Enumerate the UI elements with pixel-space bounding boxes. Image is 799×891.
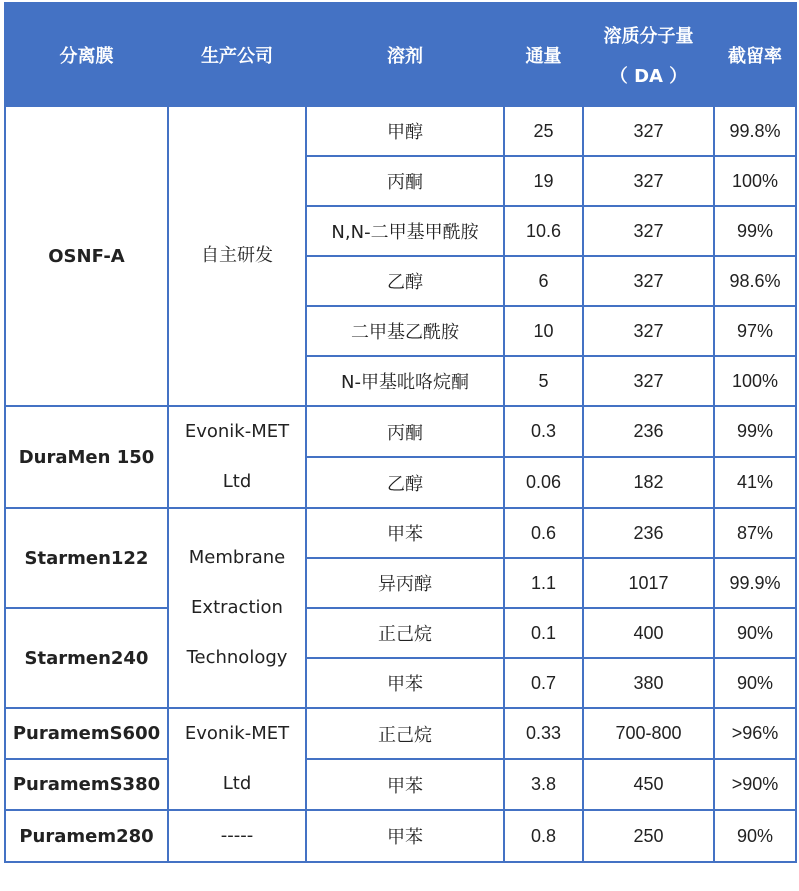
solvent-cell: 丙酮	[306, 156, 504, 206]
header-mwco-line1: 溶质分子量	[603, 25, 694, 47]
rejection-cell: 99%	[714, 406, 796, 457]
rejection-cell: 98.6%	[714, 256, 796, 306]
molecular-weight-cell: 182	[583, 457, 714, 508]
flux-cell: 0.8	[504, 810, 583, 862]
solvent-cell: N-甲基吡咯烷酮	[306, 356, 504, 406]
flux-cell: 0.1	[504, 608, 583, 658]
company-cell	[168, 708, 306, 810]
table-row	[5, 708, 796, 759]
header-flux: 通量	[504, 3, 583, 106]
solvent-cell: 甲苯	[306, 658, 504, 708]
flux-cell: 0.7	[504, 658, 583, 708]
molecular-weight-cell: 327	[583, 356, 714, 406]
company-line: Evonik-MET	[184, 421, 290, 442]
company-cell	[168, 508, 306, 708]
rejection-cell: >90%	[714, 759, 796, 810]
company-line: Ltd	[222, 773, 252, 794]
molecular-weight-cell: 236	[583, 406, 714, 457]
molecular-weight-cell: 327	[583, 106, 714, 156]
solvent-cell: 异丙醇	[306, 558, 504, 608]
rejection-cell: 99.8%	[714, 106, 796, 156]
company-line: Evonik-MET	[184, 723, 290, 744]
company-cell	[168, 810, 306, 862]
rejection-cell: 90%	[714, 608, 796, 658]
molecular-weight-cell: 250	[583, 810, 714, 862]
rejection-cell: 41%	[714, 457, 796, 508]
molecular-weight-cell: 327	[583, 306, 714, 356]
company-line: -----	[220, 825, 254, 846]
membrane-name-cell: PuramemS600	[5, 708, 168, 759]
molecular-weight-cell: 327	[583, 156, 714, 206]
company-line: Membrane	[188, 547, 286, 568]
flux-cell: 0.33	[504, 708, 583, 759]
rejection-cell: 87%	[714, 508, 796, 558]
company-line: Technology	[186, 647, 288, 668]
rejection-cell: 100%	[714, 156, 796, 206]
flux-cell: 0.06	[504, 457, 583, 508]
membrane-table	[4, 2, 797, 863]
solvent-cell: N,N-二甲基甲酰胺	[306, 206, 504, 256]
molecular-weight-cell: 450	[583, 759, 714, 810]
molecular-weight-cell: 400	[583, 608, 714, 658]
header-membrane: 分离膜	[5, 3, 168, 106]
molecular-weight-cell: 380	[583, 658, 714, 708]
header-rejection: 截留率	[714, 3, 796, 106]
solvent-cell: 二甲基乙酰胺	[306, 306, 504, 356]
solvent-cell: 乙醇	[306, 457, 504, 508]
company-line: Ltd	[222, 471, 252, 492]
header-company: 生产公司	[168, 3, 306, 106]
flux-cell: 0.6	[504, 508, 583, 558]
solvent-cell: 甲苯	[306, 759, 504, 810]
molecular-weight-cell: 327	[583, 206, 714, 256]
company-cell	[168, 106, 306, 406]
flux-cell: 19	[504, 156, 583, 206]
solvent-cell: 正己烷	[306, 608, 504, 658]
solvent-cell: 甲醇	[306, 106, 504, 156]
membrane-name-cell: Starmen122	[5, 508, 168, 608]
header-row	[5, 3, 796, 106]
solvent-cell: 正己烷	[306, 708, 504, 759]
rejection-cell: 99.9%	[714, 558, 796, 608]
membrane-name-cell: DuraMen 150	[5, 406, 168, 508]
flux-cell: 3.8	[504, 759, 583, 810]
company-line: Extraction	[191, 597, 283, 618]
flux-cell: 5	[504, 356, 583, 406]
table-row	[5, 759, 796, 810]
molecular-weight-cell: 700-800	[583, 708, 714, 759]
flux-cell: 25	[504, 106, 583, 156]
solvent-cell: 丙酮	[306, 406, 504, 457]
table-row	[5, 406, 796, 457]
solvent-cell: 甲苯	[306, 508, 504, 558]
company-line: 自主研发	[201, 245, 273, 266]
flux-cell: 0.3	[504, 406, 583, 457]
rejection-cell: 97%	[714, 306, 796, 356]
rejection-cell: 99%	[714, 206, 796, 256]
solvent-cell: 乙醇	[306, 256, 504, 306]
membrane-name-cell: Starmen240	[5, 608, 168, 708]
table-row	[5, 810, 796, 862]
molecular-weight-cell: 236	[583, 508, 714, 558]
table-row	[5, 508, 796, 558]
rejection-cell: 90%	[714, 658, 796, 708]
molecular-weight-cell: 1017	[583, 558, 714, 608]
header-mwco	[583, 3, 714, 106]
rejection-cell: 100%	[714, 356, 796, 406]
flux-cell: 6	[504, 256, 583, 306]
table-row	[5, 106, 796, 156]
molecular-weight-cell: 327	[583, 256, 714, 306]
header-solvent: 溶剂	[306, 3, 504, 106]
rejection-cell: 90%	[714, 810, 796, 862]
solvent-cell: 甲苯	[306, 810, 504, 862]
company-cell	[168, 406, 306, 508]
table-body	[5, 106, 796, 862]
table-row	[5, 608, 796, 658]
flux-cell: 10	[504, 306, 583, 356]
flux-cell: 10.6	[504, 206, 583, 256]
membrane-name-cell: Puramem280	[5, 810, 168, 862]
membrane-name-cell: OSNF-A	[5, 106, 168, 406]
rejection-cell: >96%	[714, 708, 796, 759]
header-mwco-line2: （ DA ）	[609, 65, 688, 87]
membrane-name-cell: PuramemS380	[5, 759, 168, 810]
flux-cell: 1.1	[504, 558, 583, 608]
